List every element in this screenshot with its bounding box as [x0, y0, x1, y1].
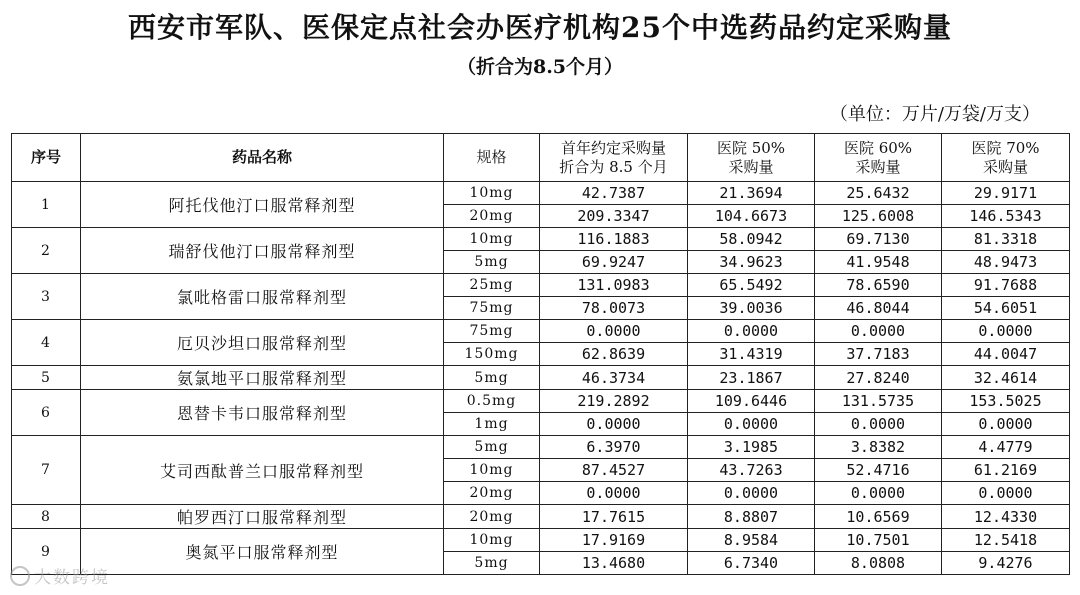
- cell-60: 125.6008: [815, 205, 942, 228]
- cell-60: 8.0808: [815, 552, 942, 575]
- table-row: [12, 320, 1070, 343]
- cell-base: 6.3970: [540, 436, 688, 459]
- cell-base: 62.8639: [540, 343, 688, 366]
- cell-70: 4.4779: [942, 436, 1070, 459]
- cell-60: 37.7183: [815, 343, 942, 366]
- cell-50: 0.0000: [688, 482, 815, 505]
- cell-base: 131.0983: [540, 274, 688, 297]
- cell-drug-name: 氨氯地平口服常释剂型: [81, 366, 444, 390]
- cell-70: 0.0000: [942, 413, 1070, 436]
- cell-drug-name: 阿托伐他汀口服常释剂型: [81, 182, 444, 228]
- watermark: [10, 563, 110, 588]
- header-70-line1: 医院 70%: [971, 138, 1040, 157]
- cell-base: 0.0000: [540, 482, 688, 505]
- cell-70: 146.5343: [942, 205, 1070, 228]
- table-row: [12, 228, 1070, 251]
- cell-50: 0.0000: [688, 320, 815, 343]
- cell-spec: 75mg: [444, 320, 540, 343]
- table-row: [12, 274, 1070, 297]
- cell-spec: 10mg: [444, 459, 540, 482]
- cell-drug-name: 奥氮平口服常释剂型: [81, 529, 444, 575]
- header-no: 序号: [12, 134, 81, 182]
- cell-50: 104.6673: [688, 205, 815, 228]
- cell-spec: 10mg: [444, 228, 540, 251]
- cell-base: 13.4680: [540, 552, 688, 575]
- cell-no: 6: [12, 390, 81, 436]
- cell-spec: 5mg: [444, 552, 540, 575]
- cell-50: 0.0000: [688, 413, 815, 436]
- cell-base: 17.9169: [540, 529, 688, 552]
- cell-50: 23.1867: [688, 366, 815, 390]
- cell-spec: 10mg: [444, 529, 540, 552]
- header-70-line2: 采购量: [982, 157, 1028, 176]
- cell-base: 46.3734: [540, 366, 688, 390]
- cell-base: 0.0000: [540, 413, 688, 436]
- cell-70: 48.9473: [942, 251, 1070, 274]
- cell-no: 5: [12, 366, 81, 390]
- cell-60: 0.0000: [815, 482, 942, 505]
- cell-spec: 20mg: [444, 505, 540, 529]
- cell-spec: 5mg: [444, 366, 540, 390]
- cell-no: 1: [12, 182, 81, 228]
- cell-drug-name: 氯吡格雷口服常释剂型: [81, 274, 444, 320]
- cell-spec: 5mg: [444, 251, 540, 274]
- cell-base: 78.0073: [540, 297, 688, 320]
- cell-50: 6.7340: [688, 552, 815, 575]
- cell-60: 52.4716: [815, 459, 942, 482]
- table-row: [12, 529, 1070, 552]
- cell-70: 61.2169: [942, 459, 1070, 482]
- cell-70: 12.4330: [942, 505, 1070, 529]
- cell-70: 91.7688: [942, 274, 1070, 297]
- cell-50: 3.1985: [688, 436, 815, 459]
- cell-50: 31.4319: [688, 343, 815, 366]
- cell-spec: 20mg: [444, 205, 540, 228]
- table-row: [12, 366, 1070, 390]
- cell-base: 116.1883: [540, 228, 688, 251]
- cell-base: 0.0000: [540, 320, 688, 343]
- cell-drug-name: 帕罗西汀口服常释剂型: [81, 505, 444, 529]
- cell-70: 9.4276: [942, 552, 1070, 575]
- cell-50: 34.9623: [688, 251, 815, 274]
- cell-50: 109.6446: [688, 390, 815, 413]
- cell-no: 7: [12, 436, 81, 505]
- cell-60: 41.9548: [815, 251, 942, 274]
- header-70: [942, 134, 1070, 182]
- cell-60: 0.0000: [815, 320, 942, 343]
- table-row: [12, 390, 1070, 413]
- cell-base: 219.2892: [540, 390, 688, 413]
- cell-no: 3: [12, 274, 81, 320]
- cell-base: 17.7615: [540, 505, 688, 529]
- cell-base: 87.4527: [540, 459, 688, 482]
- cell-70: 12.5418: [942, 529, 1070, 552]
- table-row: [12, 505, 1070, 529]
- document-subtitle: （折合为8.5个月）: [456, 56, 624, 78]
- cell-drug-name: 恩替卡韦口服常释剂型: [81, 390, 444, 436]
- cell-60: 3.8382: [815, 436, 942, 459]
- header-50-line1: 医院 50%: [716, 138, 786, 157]
- table-row: [12, 436, 1070, 459]
- cell-70: 153.5025: [942, 390, 1070, 413]
- header-50: [688, 134, 815, 182]
- cell-50: 8.8807: [688, 505, 815, 529]
- cell-drug-name: 厄贝沙坦口服常释剂型: [81, 320, 444, 366]
- cell-no: 2: [12, 228, 81, 274]
- header-60: [815, 134, 942, 182]
- header-60-line2: 采购量: [855, 157, 901, 176]
- cell-60: 10.7501: [815, 529, 942, 552]
- header-spec: 规格: [444, 134, 540, 182]
- header-60-line1: 医院 60%: [843, 138, 913, 157]
- cell-70: 44.0047: [942, 343, 1070, 366]
- cell-base: 209.3347: [540, 205, 688, 228]
- header-base-line2: 折合为 8.5 个月: [559, 157, 668, 176]
- cell-50: 21.3694: [688, 182, 815, 205]
- cell-50: 39.0036: [688, 297, 815, 320]
- cell-60: 46.8044: [815, 297, 942, 320]
- cell-spec: 75mg: [444, 297, 540, 320]
- header-base: [540, 134, 688, 182]
- cell-60: 27.8240: [815, 366, 942, 390]
- cell-50: 43.7263: [688, 459, 815, 482]
- cell-50: 58.0942: [688, 228, 815, 251]
- cell-no: 9: [12, 529, 81, 575]
- cell-60: 131.5735: [815, 390, 942, 413]
- cell-50: 65.5492: [688, 274, 815, 297]
- cell-spec: 1mg: [444, 413, 540, 436]
- cell-spec: 10mg: [444, 182, 540, 205]
- cell-70: 0.0000: [942, 320, 1070, 343]
- watermark-text: 大数跨境: [34, 568, 110, 588]
- cell-spec: 25mg: [444, 274, 540, 297]
- document-title: 西安市军队、医保定点社会办医疗机构25个中选药品约定采购量: [128, 11, 952, 44]
- cell-60: 69.7130: [815, 228, 942, 251]
- cell-spec: 0.5mg: [444, 390, 540, 413]
- unit-note: （单位：万片/万袋/万支）: [829, 104, 1040, 125]
- cell-70: 54.6051: [942, 297, 1070, 320]
- cell-spec: 20mg: [444, 482, 540, 505]
- cell-60: 25.6432: [815, 182, 942, 205]
- header-50-line2: 采购量: [728, 157, 774, 176]
- purchase-volume-table: [11, 133, 1070, 575]
- cell-no: 4: [12, 320, 81, 366]
- header-name: 药品名称: [81, 134, 444, 182]
- cell-drug-name: 艾司西酞普兰口服常释剂型: [81, 436, 444, 505]
- cell-70: 29.9171: [942, 182, 1070, 205]
- cell-base: 69.9247: [540, 251, 688, 274]
- header-base-line1: 首年约定采购量: [560, 138, 666, 157]
- cell-60: 78.6590: [815, 274, 942, 297]
- cell-60: 0.0000: [815, 413, 942, 436]
- cell-drug-name: 瑞舒伐他汀口服常释剂型: [81, 228, 444, 274]
- cell-70: 0.0000: [942, 482, 1070, 505]
- cell-70: 32.4614: [942, 366, 1070, 390]
- cell-spec: 5mg: [444, 436, 540, 459]
- cell-spec: 150mg: [444, 343, 540, 366]
- table-row: [12, 182, 1070, 205]
- cell-60: 10.6569: [815, 505, 942, 529]
- cell-no: 8: [12, 505, 81, 529]
- cell-70: 81.3318: [942, 228, 1070, 251]
- table-body: [12, 182, 1070, 575]
- cell-50: 8.9584: [688, 529, 815, 552]
- cell-base: 42.7387: [540, 182, 688, 205]
- watermark-logo-icon: [10, 566, 30, 586]
- table-header-row: [12, 134, 1070, 182]
